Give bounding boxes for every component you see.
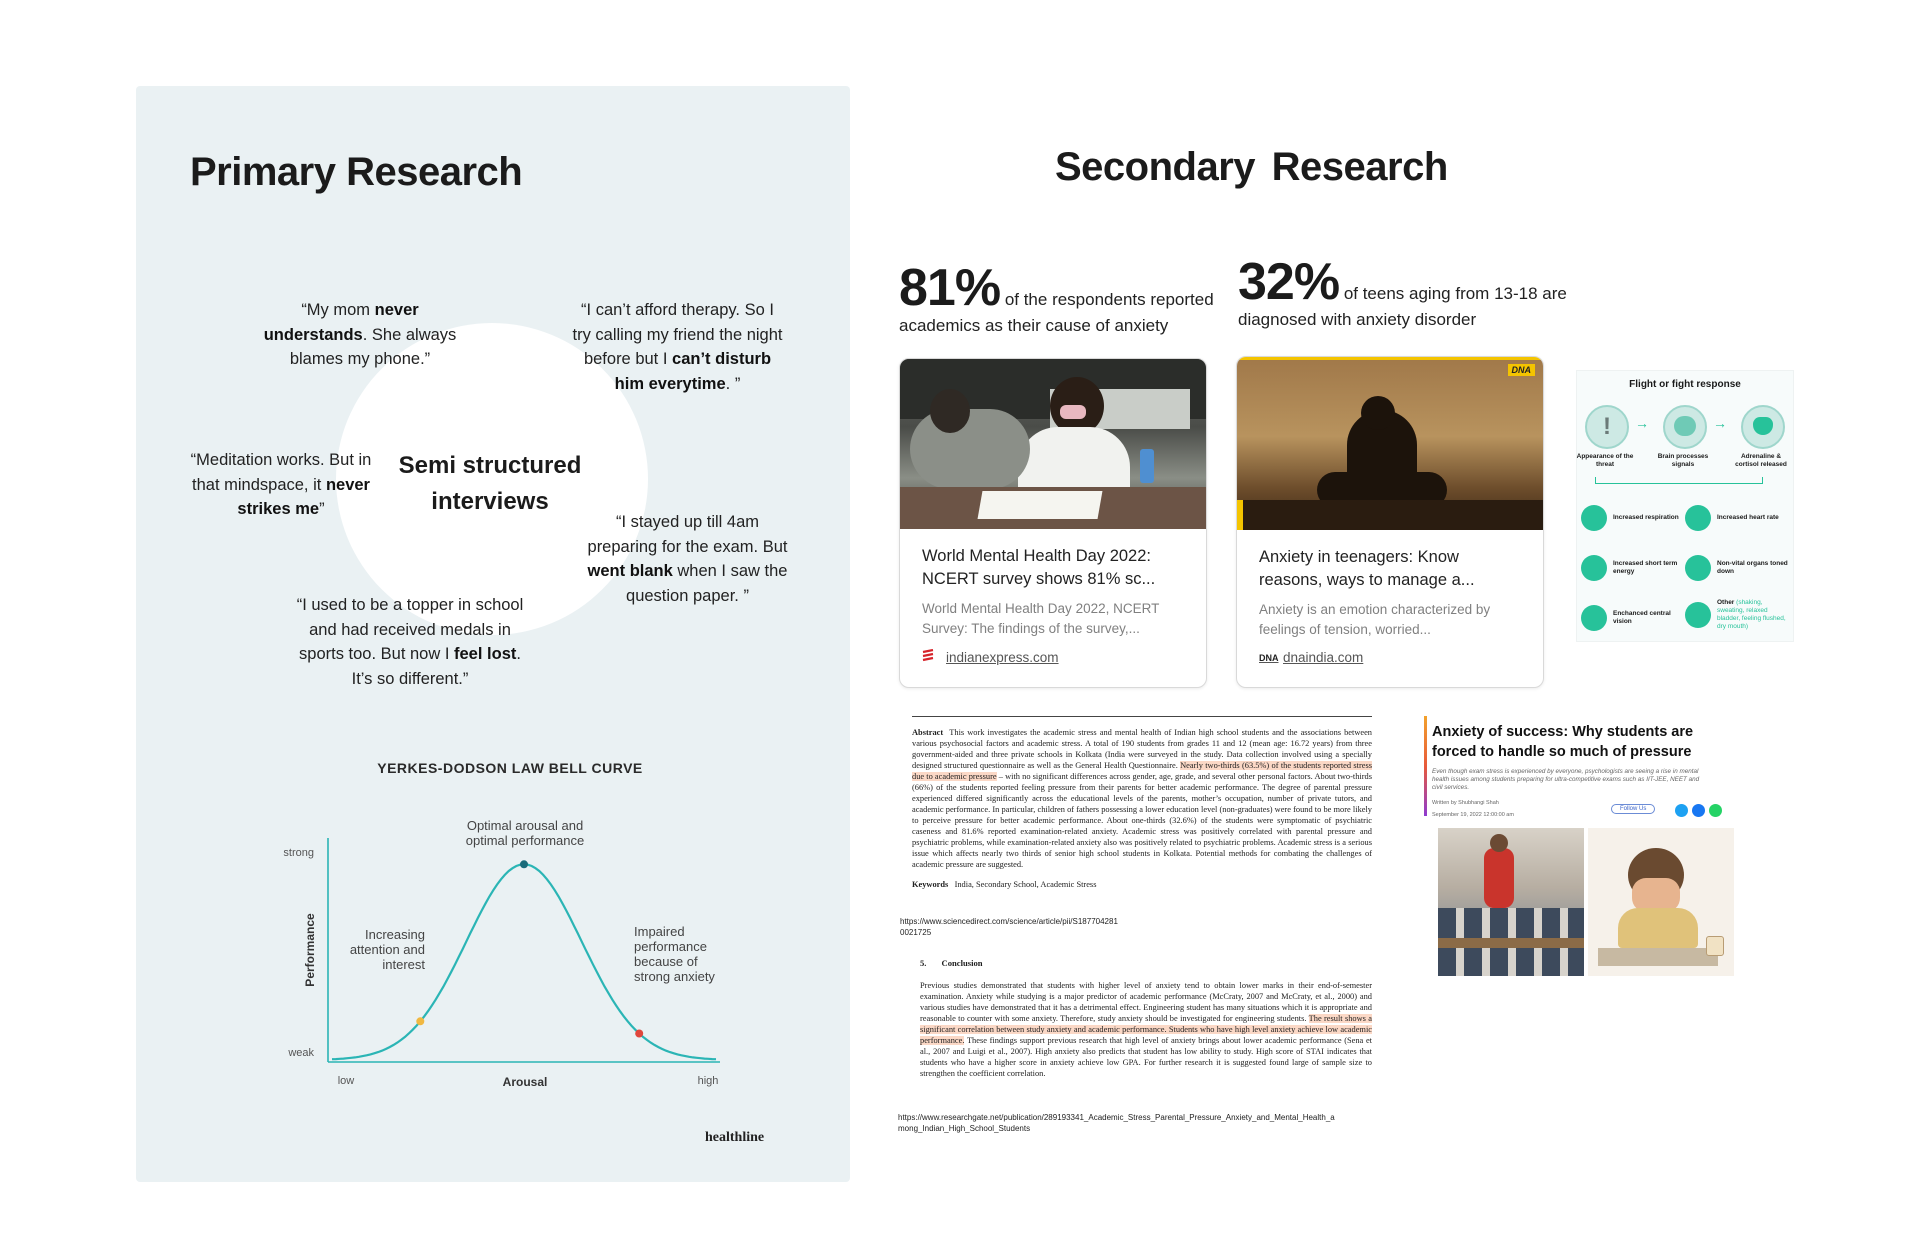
classroom-photo [900, 359, 1206, 529]
lungs-icon [1581, 505, 1607, 531]
quote-mom-never-understands: “My mom never understands. She always blames my phone.” [263, 301, 457, 368]
dot-optimal-performance [520, 860, 528, 868]
research-paper-abstract [912, 716, 1372, 889]
article-title[interactable]: Anxiety of success: Why students are forced to handle so much of pressure [1432, 724, 1694, 760]
conclusion-heading: 5. Conclusion [920, 958, 983, 968]
y-tick-weak: weak [288, 1047, 314, 1059]
card-source-link[interactable] [922, 649, 1184, 665]
exclamation-icon: ! [1585, 405, 1629, 449]
stat-text: of the respondents reported academics as their cause of anxiety [899, 290, 1214, 335]
abstract-highlight: Nearly two-thirds (63.5%) of the students reported stress due to academic pressure [912, 761, 1372, 781]
conclusion-text: Previous studies demonstrated that students with higher level of anxiety tend to obtain lower marks in their end-of-semester examination. Anxiety while studying is a major predictor of academic performance (McCraty, 2007 and McCraty, et al., 2000) and various studies have demonstrated that it has a detrimental effect. Engineering student has many situations which it is appropriate and reasonable to counter with some anxiety. Therefore, study anxiety should be investigated for engineering students. The result shows a significant correlation between study anxiety and academic performance. Students who have high level anxiety achieve low academic performance. These findings support previous research that high level of anxiety brings about lower academic performance (Sena et al., 2007 and Luigi et al., 2007). High anxiety also predicts that student has low ability to study. High score of STAI indicates that students who have a higher score in anxiety achieve low GPA. For further research it is suggested found large of sample size to strengthen the coefficient correlation. [920, 981, 1372, 1078]
dot-increasing-attention [416, 1017, 424, 1025]
paper-rule [912, 716, 1372, 717]
card-source-link[interactable] [1259, 650, 1521, 665]
brain-icon [1663, 405, 1707, 449]
arrow-right-icon: → [1713, 415, 1727, 431]
indianexpress-logo-icon [922, 649, 938, 665]
healthline-logo: healthline [705, 1130, 765, 1145]
step-caption: Appearance of the threat [1576, 453, 1634, 468]
heart-pulse-icon [1741, 405, 1785, 449]
step-caption: Brain processes signals [1657, 453, 1709, 468]
effect-vision: Enchanced central vision [1581, 605, 1681, 631]
source-domain[interactable]: dnaindia.com [1283, 650, 1364, 665]
article-subtitle: Even though exam stress is experienced by everyone, psychologists are seeing a rise in mental health issues among students preparing for ultra-competitive exams such as IIT-JEE, NEET and civil services. [1432, 768, 1700, 791]
quote-feel-lost: “I used to be a topper in school and had received medals in sports too. But now I feel lost. It’s so different.” [296, 596, 524, 688]
yerkes-dodson-chart [270, 808, 750, 1108]
dna-badge: DNA [1508, 364, 1536, 376]
card-title[interactable]: World Mental Health Day 2022: NCERT survey shows 81% sc... [922, 547, 1156, 588]
primary-research-title: Primary Research [190, 150, 523, 194]
x-tick-high: high [697, 1075, 719, 1087]
article-date: September 19, 2022 12:00:00 am [1432, 812, 1514, 818]
connector-line [1595, 477, 1763, 484]
dna-logo-icon: DNA [1259, 652, 1279, 663]
student-illustration [1588, 828, 1734, 976]
y-tick-strong: strong [283, 847, 314, 859]
y-axis-label: Performance [303, 913, 317, 987]
dot-impaired-performance [635, 1030, 643, 1038]
stat-32-percent [1238, 253, 1578, 332]
exam-hall-photo [1438, 828, 1584, 976]
x-tick-low: low [337, 1075, 355, 1087]
follow-us-button[interactable]: Follow Us [1611, 804, 1655, 814]
card-description: Anxiety is an emotion characterized by feelings of tension, worried... [1259, 602, 1491, 637]
semi-structured-interviews-label: Semi structured interviews [398, 452, 582, 515]
keywords: Keywords India, Secondary School, Academic Stress [912, 880, 1097, 889]
lightning-icon [1581, 555, 1607, 581]
article-byline[interactable]: Written by Shubhangi Shah [1432, 800, 1499, 806]
researchgate-link[interactable]: https://www.researchgate.net/publication/289193341_Academic_Stress_Parental_Pressure_Anxiety_and_Mental_Health_among_Indian_High_School_Students [898, 1113, 1335, 1133]
source-domain[interactable]: indianexpress.com [946, 649, 1059, 665]
quote-meditation: “Meditation works. But in that mindspace, it never strikes me” [190, 451, 372, 518]
eye-icon [1581, 605, 1607, 631]
infographic-title: Flight or fight response [1629, 379, 1741, 390]
stat-text: of teens aging from 13-18 are diagnosed with anxiety disorder [1238, 284, 1567, 329]
stat-value: 32% [1238, 253, 1340, 311]
news-card-ncert-survey[interactable] [899, 358, 1207, 688]
conclusion-highlight: The result shows a significant correlation between study anxiety and academic performance. Students who have high level anxiety achieve low academic performance. [920, 1014, 1372, 1045]
effect-respiration: Increased respiration [1581, 505, 1681, 531]
stat-81-percent [899, 259, 1219, 338]
secondary-research-title: Secondary Research [1055, 145, 1448, 189]
news-card-anxiety-teenagers[interactable] [1236, 356, 1544, 688]
chart-title: YERKES-DODSON LAW BELL CURVE [377, 760, 643, 776]
card-description: World Mental Health Day 2022, NCERT Survey: The findings of the survey,... [922, 601, 1160, 636]
annotation-increasing-attention: Increasing attention and interest [349, 927, 425, 972]
annotation-optimal: Optimal arousal and optimal performance [465, 818, 585, 848]
card-title[interactable]: Anxiety in teenagers: Know reasons, ways to manage a... [1259, 548, 1475, 589]
flight-or-fight-infographic [1576, 370, 1794, 642]
twitter-share-icon[interactable] [1675, 804, 1688, 817]
effect-organs: Non-vital organs toned down [1685, 555, 1791, 581]
stat-value: 81% [899, 259, 1001, 317]
teen-sitting-photo [1237, 357, 1543, 530]
quote-cant-afford-therapy: “I can’t afford therapy. So I try calling my friend the night before but I can’t disturb him everytime. ” [572, 301, 783, 393]
quote-went-blank: “I stayed up till 4am preparing for the exam. But went blank when I saw the question paper. ” [587, 513, 788, 605]
effect-other: Other (shaking, sweating, relaxed bladder, feeling flushed, dry mouth) [1685, 599, 1791, 631]
sciencedirect-link[interactable]: https://www.sciencedirect.com/science/article/pii/S1877042810021725 [900, 917, 1118, 937]
x-axis-label: Arousal [502, 1075, 548, 1089]
effect-energy: Increased short term energy [1581, 555, 1681, 581]
whatsapp-share-icon[interactable] [1709, 804, 1722, 817]
step-caption: Adrenaline & cortisol released [1735, 453, 1787, 468]
facebook-share-icon[interactable] [1692, 804, 1705, 817]
arrow-right-icon: → [1635, 415, 1649, 431]
annotation-impaired-performance: Impaired performance because of strong anxiety [634, 924, 715, 984]
heart-icon [1685, 505, 1711, 531]
abstract-text: Abstract This work investigates the academic stress and mental health of Indian high school students and the associations between various psychosocial factors and academic stress. A total of 190 students from grades 11 and 12 (mean age: 16.72 years) from three government-aided and three private schools in Kolkata (India were surveyed in the study. Data collection involved using a specially designed structured questionnaire as well as the General Health Questionnaire. Nearly two-thirds (63.5%) of the students reported stress due to academic pressure – with no significant differences across gender, age, grade, and several other personal factors. About two-thirds (66%) of the students reported feeling pressure from their parents for better academic performance. The degree of parental pressure experienced differed significantly across the educational levels of the parents, mother’s occupation, number of private tutors, and academic performance. In particular, children of fathers possessing a lower education level (non-graduates) were found to be more likely to perceive pressure for better academic performance. About one-thirds (32.6%) of the students were symptomatic of psychiatric caseness and 81.6% reported examination-related anxiety. Academic stress was positively correlated with parental pressure and psychiatric problems, while examination-related anxiety also was positively related to psychiatric problems. Academic stress is a serious issue which affects nearly two thirds of senior high school students in Kolkata. Potential methods for combating the challenges of academic pressure are suggested. [912, 728, 1372, 869]
hand-icon [1685, 602, 1711, 628]
article-accent-bar [1424, 716, 1427, 816]
stomach-icon [1685, 555, 1711, 581]
effect-heart-rate: Increased heart rate [1685, 505, 1791, 531]
